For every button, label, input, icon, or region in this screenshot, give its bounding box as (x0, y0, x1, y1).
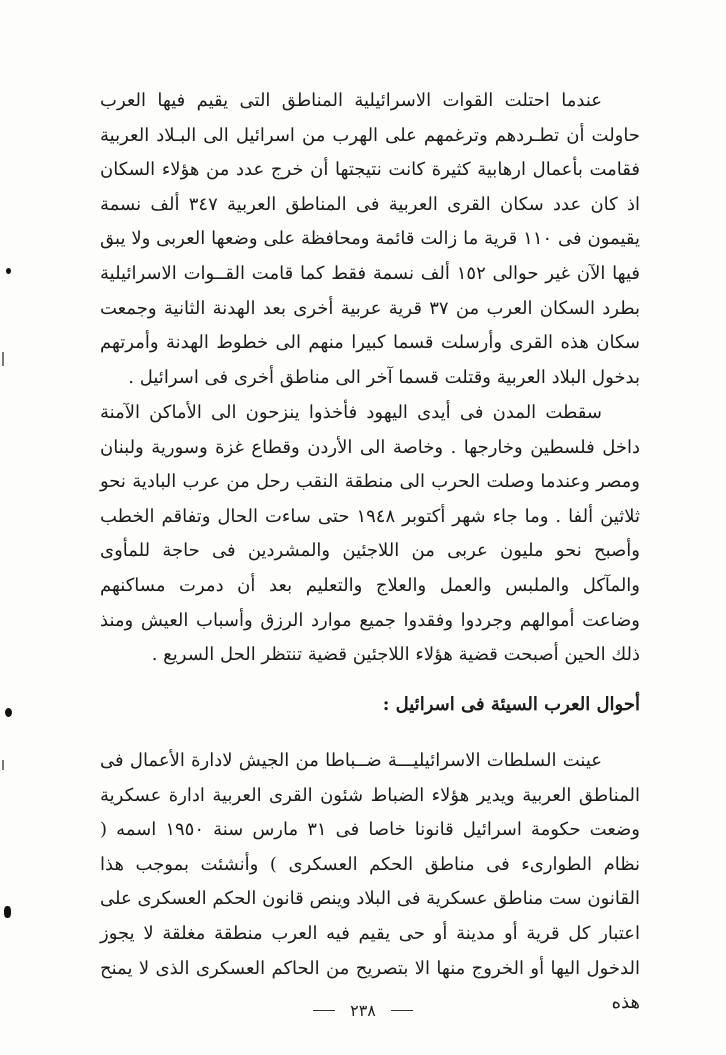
paragraph-1-container (100, 84, 640, 395)
paragraph-3-container (100, 744, 640, 1021)
margin-mark (2, 352, 4, 366)
page-number: ٢٣٨ (350, 1001, 376, 1020)
footer-dash (313, 1010, 335, 1011)
paragraph: عينت السلطات الاسرائيليـــة ضــباطا من الجيش لادارة الأعمال فى المناطق العربية ويدير هؤلاء الضباط شئون القرى العربية ادارة عسكرية وضعت حكومة اسرائيل قانونا خاصا فى ٣١ مارس سنة ١٩٥٠ اسمه ( نظام الطوارىء فى مناطق الحكم العسكرى ) وأنشئت بموجب هذا القانون ست مناطق عسكرية فى البلاد وينص قانون الحكم العسكرى على اعتبار كل قرية أو مدينة أو حى يقيم فيه العرب منطقة مغلقة لا يجوز الدخول اليها أو الخروج منها الا بتصريح من الحاكم العسكرى الذى لا يمنح هذه (100, 750, 640, 1014)
page-footer (0, 1000, 726, 1020)
paragraph: سقطت المدن فى أيدى اليهود فأخذوا ينزحون الى الأماكن الآمنة داخل فلسطين وخارجها . وخاصة الى الأردن وقطاع غزة وسورية ولبنان ومصر وعندما وصلت الحرب الى منطقة النقب رحل من عرب البادية نحو ثلاثين ألفا . وما جاء شهر أكتوبر ١٩٤٨ حتى ساءت الحال وتفاقم الخطب وأصبح نحو مليون عربى من اللاجئين والمشردين فى حاجة للمأوى والمآكل والملبس والعمل والعلاج والتعليم بعد أن دمرت مساكنهم وضاعت أموالهم وجردوا وفقدوا جميع موارد الرزق وأسباب العيش ومنذ ذلك الحين أصبحت قضية هؤلاء اللاجئين قضية تنتظر الحل السريع . (100, 402, 640, 666)
margin-mark (4, 906, 11, 918)
margin-mark (6, 268, 11, 274)
paragraph-2-container (100, 396, 640, 673)
margin-mark (2, 760, 4, 770)
margin-mark (5, 708, 12, 717)
section-heading: أحوال العرب السيئة فى اسرائيل : (382, 694, 640, 715)
paragraph: عندما احتلت القوات الاسرائيلية المناطق التى يقيم فيها العرب حاولت أن تطـردهم وترغمهم على الهرب من اسرائيل الى البـلاد العربية فقامت بأعمال ارهابية كثيرة كانت نتيجتها أن خرج عدد من هؤلاء السكان اذ كان عدد سكان القرى العربية فى المناطق العربية ٣٤٧ ألف نسمة يقيمون فى ١١٠ قرية ما زالت قائمة ومحافظة على وضعها العربى ولا يبق فيها الآن غير حوالى ١٥٢ ألف نسمة فقط كما قامت القــوات الاسرائيلية بطرد السكان العرب من ٣٧ قرية عربية أخرى بعد الهدنة الثانية وجمعت سكان هذه القرى وأرسلت قسما كبيرا منهم الى خطوط الهدنة وأمرتهم بدخول البلاد العربية وقتلت قسما آخر الى مناطق أخرى فى اسرائيل . (100, 90, 640, 388)
section-heading-container (100, 690, 640, 720)
footer-dash (391, 1010, 413, 1011)
